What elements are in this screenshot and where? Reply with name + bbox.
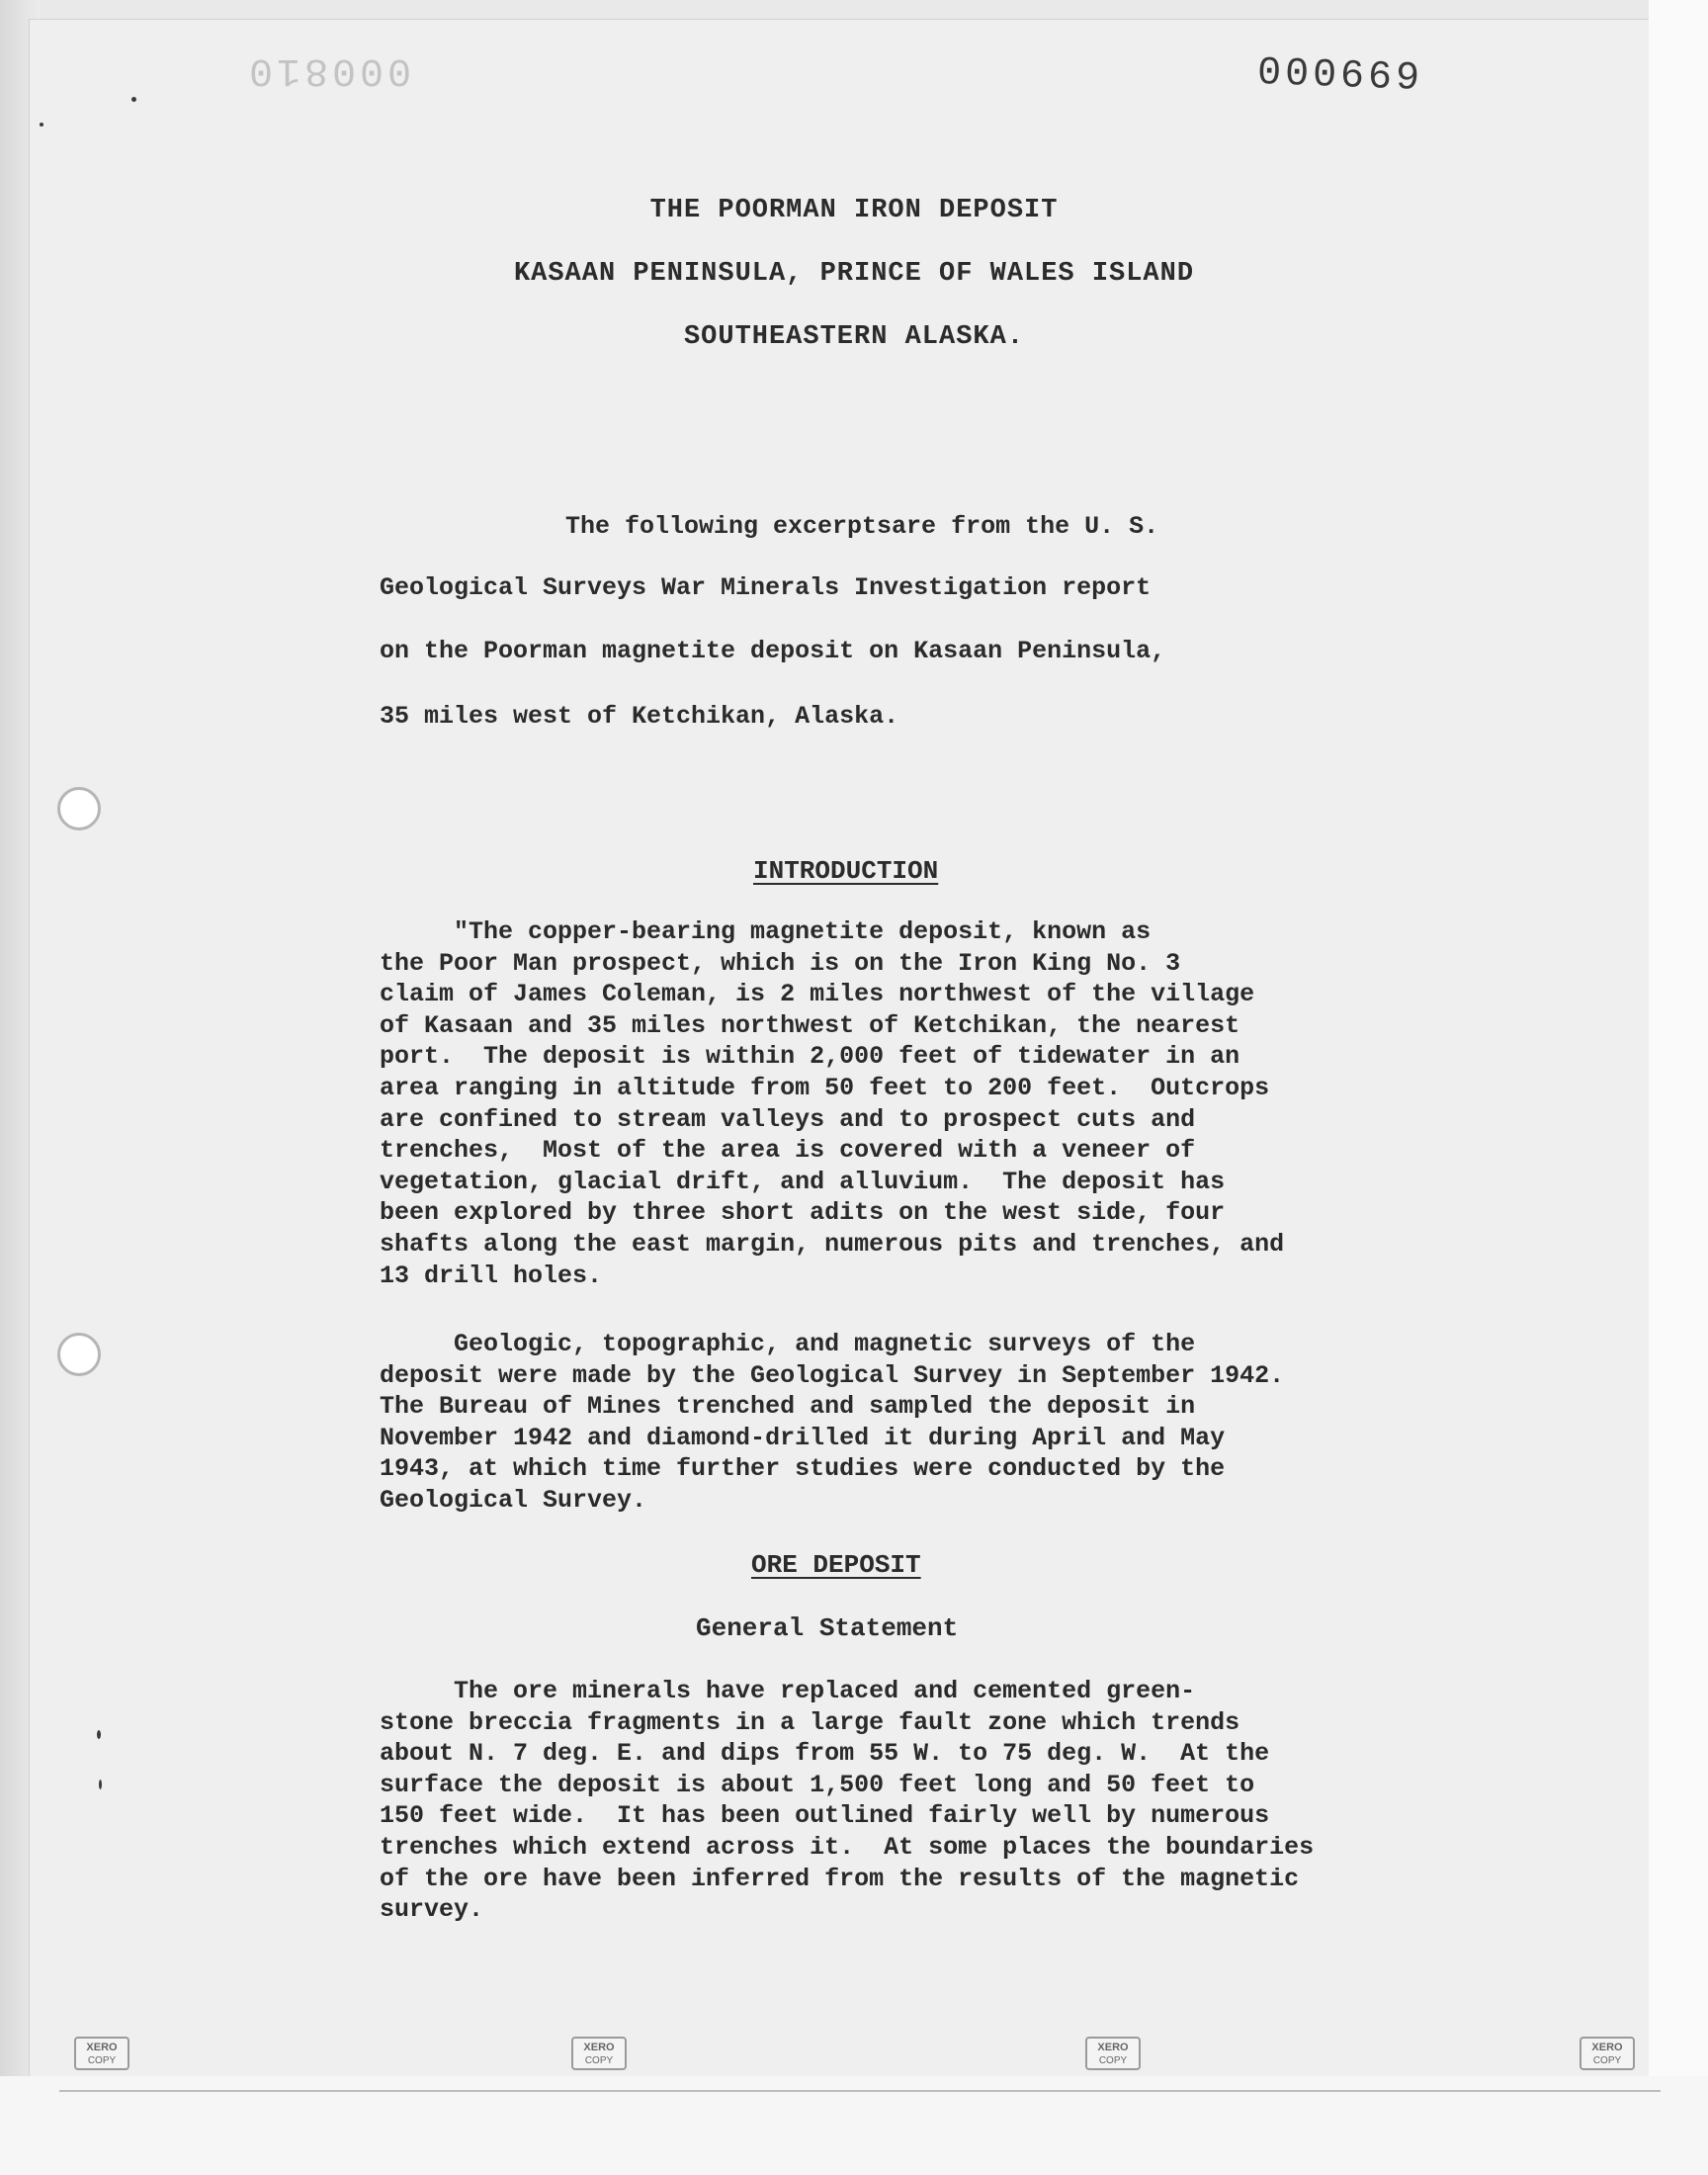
paragraph-line: deposit were made by the Geological Survey in September 1942.: [380, 1360, 1285, 1390]
preface-line: Geological Surveys War Minerals Investigation report: [380, 573, 1152, 602]
ore-deposit-heading: ORE DEPOSIT: [751, 1550, 921, 1580]
xero-label: XERO: [1591, 2042, 1623, 2053]
paragraph-line: port. The deposit is within 2,000 feet of tidewater in an: [380, 1042, 1240, 1072]
paragraph-line: 150 feet wide. It has been outlined fairly well by numerous: [380, 1801, 1270, 1831]
xero-label: XERO: [86, 2042, 118, 2053]
paragraph-line: been explored by three short adits on the west side, four: [380, 1198, 1226, 1228]
xero-label: XERO: [1097, 2042, 1129, 2053]
paragraph-line: trenches which extend across it. At some places the boundaries: [380, 1833, 1315, 1862]
paragraph-line: of the ore have been inferred from the results of the magnetic: [380, 1864, 1300, 1893]
xero-copy-tab: [1085, 2037, 1141, 2070]
paragraph-line: shafts along the east margin, numerous pits and trenches, and: [380, 1230, 1285, 1259]
paragraph-line: 13 drill holes.: [380, 1261, 603, 1290]
paragraph-line: Geologic, topographic, and magnetic surveys of the: [380, 1330, 1196, 1358]
scan-speck: [40, 123, 43, 127]
paragraph-line: November 1942 and diamond-drilled it during April and May: [380, 1423, 1226, 1452]
paragraph-line: stone breccia fragments in a large fault zone which trends: [380, 1707, 1240, 1737]
preface-line: The following excerptsare from the U. S.: [565, 512, 1159, 541]
faint-stamp-number: 000810: [245, 47, 412, 92]
paragraph-line: are confined to stream valleys and to prospect cuts and: [380, 1104, 1196, 1134]
xero-copy-tab: [1580, 2037, 1635, 2070]
title-line-3: SOUTHEASTERN ALASKA.: [683, 322, 1025, 352]
introduction-heading: INTRODUCTION: [753, 856, 939, 886]
preface-line: on the Poorman magnetite deposit on Kasaan Peninsula,: [380, 637, 1166, 665]
punch-hole-upper: [57, 787, 101, 830]
scan-speck: [97, 1730, 101, 1739]
paragraph-line: The ore minerals have replaced and cemented green-: [380, 1677, 1196, 1705]
paragraph-line: "The copper-bearing magnetite deposit, known as: [380, 917, 1152, 946]
scan-speck: [99, 1780, 102, 1789]
xero-copy-tab: [571, 2037, 627, 2070]
xero-sub-label: COPY: [1592, 2055, 1622, 2066]
title-line-1: THE POORMAN IRON DEPOSIT: [649, 196, 1059, 225]
paragraph-line: survey.: [380, 1895, 484, 1925]
xero-strip: [59, 2070, 1661, 2092]
punch-hole-lower: [57, 1333, 101, 1376]
paragraph-line: area ranging in altitude from 50 feet to 200 feet. Outcrops: [380, 1074, 1270, 1102]
paragraph-line: trenches, Most of the area is covered with a veneer of: [380, 1136, 1196, 1166]
xero-copy-tab: [74, 2037, 129, 2070]
xero-sub-label: COPY: [87, 2055, 117, 2066]
paragraph-line: vegetation, glacial drift, and alluvium. The deposit has: [380, 1167, 1226, 1196]
paragraph-line: of Kasaan and 35 miles northwest of Ketchikan, the nearest: [380, 1010, 1240, 1040]
xero-sub-label: COPY: [584, 2055, 614, 2066]
paragraph-line: The Bureau of Mines trenched and sampled the deposit in: [380, 1392, 1196, 1422]
general-statement-subheading: General Statement: [696, 1613, 959, 1643]
preface-line: 35 miles west of Ketchikan, Alaska.: [380, 702, 899, 731]
xero-sub-label: COPY: [1098, 2055, 1128, 2066]
xero-label: XERO: [583, 2042, 615, 2053]
paragraph-line: claim of James Coleman, is 2 miles northwest of the village: [380, 980, 1255, 1009]
scan-speck: [131, 97, 136, 102]
paragraph-line: the Poor Man prospect, which is on the Iron King No. 3: [380, 948, 1181, 978]
paragraph-line: 1943, at which time further studies were conducted by the: [380, 1454, 1226, 1484]
paragraph-line: about N. 7 deg. E. and dips from 55 W. to 75 deg. W. At the: [380, 1739, 1270, 1769]
page-stamp-number: 000669: [1256, 51, 1424, 102]
paragraph-line: surface the deposit is about 1,500 feet long and 50 feet to: [380, 1770, 1255, 1799]
title-line-2: KASAAN PENINSULA, PRINCE OF WALES ISLAND: [513, 259, 1195, 289]
paragraph-line: Geological Survey.: [380, 1486, 647, 1515]
